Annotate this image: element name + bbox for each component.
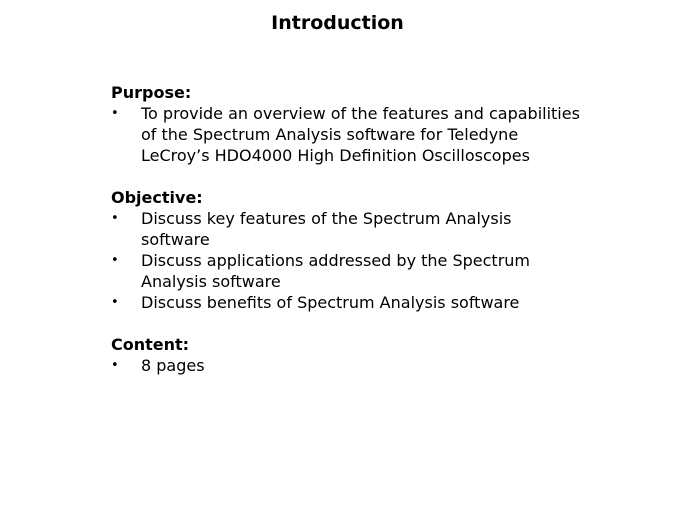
list-item-text: Discuss key features of the Spectrum Analysis software [141,209,512,249]
list-item-text: To provide an overview of the features and capabilities of the Spectrum Analysis software for Teledyne LeCroy’s HDO4000 High Definition Oscilloscopes [141,104,580,165]
content-heading: Content: [111,335,190,354]
slide-title: Introduction [271,12,404,34]
bullet-icon: • [111,253,119,268]
objective-section [111,187,581,313]
objective-list [111,208,581,313]
list-item [111,292,581,313]
bullet-icon: • [111,211,119,226]
purpose-list [111,103,581,166]
purpose-section [111,82,581,166]
slide-content [111,82,581,397]
list-item [111,103,581,166]
list-item [111,355,581,376]
objective-heading: Objective: [111,188,203,207]
list-item [111,250,581,292]
list-item-text: Discuss applications addressed by the Spectrum Analysis software [141,251,531,291]
bullet-icon: • [111,295,119,310]
bullet-icon: • [111,106,119,121]
purpose-heading: Purpose: [111,83,192,102]
content-section [111,334,581,376]
list-item-text: 8 pages [141,356,205,375]
content-list [111,355,581,376]
bullet-icon: • [111,358,119,373]
list-item-text: Discuss benefits of Spectrum Analysis software [141,293,520,312]
list-item [111,208,581,250]
